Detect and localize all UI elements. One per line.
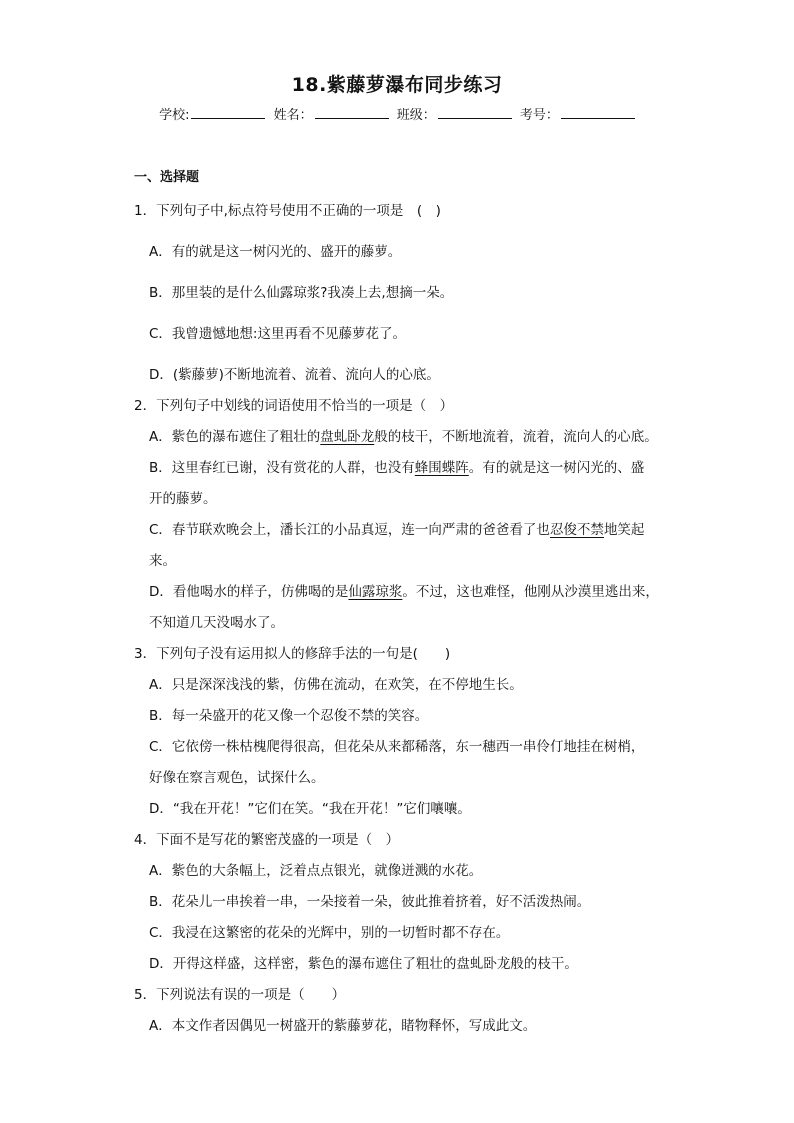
question-1 — [134, 196, 674, 391]
section-title: 一、选择题 — [134, 170, 200, 185]
exam-number-label: 考号： — [519, 108, 559, 123]
exam-number-field — [520, 104, 635, 123]
option-text: A．紫色的瀑布遮住了粗壮的 — [149, 429, 321, 445]
option-b: B．那里装的是什么仙露琼浆?我凑上去,想摘一朵。 — [149, 285, 454, 301]
question-stem: 1．下列句子中,标点符号使用不正确的一项是 ( ) — [134, 203, 441, 219]
question-4 — [134, 825, 674, 980]
question-options — [134, 422, 674, 639]
option-text: 。不过，这也难怪，他刚从沙漠里逃出来， — [402, 584, 659, 600]
option-text-continued: 开的藤萝。 — [149, 491, 217, 507]
question-5 — [134, 980, 674, 1042]
option-a — [134, 422, 674, 453]
name-field — [274, 104, 389, 123]
question-options — [134, 1011, 674, 1042]
question-options — [134, 237, 674, 391]
option-text: C．春节联欢晚会上，潘长江的小品真逗，连一向严肃的爸爸看了也 — [149, 522, 550, 538]
option-a: A．紫色的大条幅上，泛着点点银光，就像迸溅的水花。 — [149, 863, 483, 879]
option-c — [134, 732, 674, 794]
option-c: C．我曾遗憾地想:这里再看不见藤萝花了。 — [149, 326, 406, 342]
option-d: D．开得这样盛，这样密，紫色的瀑布遮住了粗壮的盘虬卧龙般的枝干。 — [149, 956, 578, 972]
option-a: A．本文作者因偶见一树盛开的紫藤萝花，睹物释怀，写成此文。 — [149, 1018, 537, 1034]
option-text: 。有的就是这一树闪光的、盛 — [468, 460, 645, 476]
option-text: 地笑起 — [603, 522, 645, 538]
underlined-phrase: 盘虬卧龙 — [320, 429, 375, 445]
name-blank[interactable] — [315, 106, 389, 119]
class-blank[interactable] — [438, 106, 512, 119]
question-options — [134, 856, 674, 980]
option-text: C．它依傍一株枯槐爬得很高，但花朵从来都稀落，东一穗西一串伶仃地挂在树梢， — [149, 739, 645, 755]
exam-number-blank[interactable] — [561, 106, 635, 119]
underlined-phrase: 仙露琼浆 — [348, 584, 403, 600]
option-d: D．“我在开花！”它们在笑。“我在开花！”它们嚷嚷。 — [149, 801, 471, 817]
question-stem: 5．下列说法有误的一项是（ ） — [134, 987, 346, 1003]
question-options — [134, 670, 674, 825]
school-blank[interactable] — [191, 106, 265, 119]
school-field — [159, 104, 265, 123]
option-b: B．花朵儿一串挨着一串，一朵接着一朵，彼此推着挤着，好不活泼热闹。 — [149, 894, 591, 910]
underlined-phrase: 蜂围蝶阵 — [414, 460, 469, 476]
option-b: B．每一朵盛开的花又像一个忍俊不禁的笑容。 — [149, 708, 429, 724]
option-a: A．只是深深浅浅的紫，仿佛在流动，在欢笑，在不停地生长。 — [149, 677, 523, 693]
question-stem: 4．下面不是写花的繁密茂盛的一项是（ ） — [134, 832, 400, 848]
page-title: 18.紫藤萝瀑布同步练习 — [291, 74, 503, 96]
question-2 — [134, 391, 674, 639]
question-stem: 2．下列句子中划线的词语使用不恰当的一项是（ ） — [134, 398, 454, 414]
class-label: 班级： — [396, 108, 436, 123]
option-text-continued: 不知道几天没喝水了。 — [149, 615, 284, 631]
option-d: D．(紫藤萝)不断地流着、流着、流向人的心底。 — [149, 367, 440, 383]
option-text: 般的枝干，不断地流着，流着，流向人的心底。 — [374, 429, 658, 445]
option-a: A．有的就是这一树闪光的、盛开的藤萝。 — [149, 244, 402, 260]
option-d — [134, 577, 674, 639]
questions — [134, 196, 674, 1042]
option-c — [134, 515, 674, 577]
option-b — [134, 453, 674, 515]
question-3 — [134, 639, 674, 825]
option-text-continued: 好像在察言观色，试探什么。 — [149, 770, 325, 786]
name-label: 姓名： — [273, 108, 313, 123]
underlined-phrase: 忍俊不禁 — [549, 522, 604, 538]
class-field — [397, 104, 512, 123]
option-text: D．看他喝水的样子，仿佛喝的是 — [149, 584, 349, 600]
question-stem: 3．下列句子没有运用拟人的修辞手法的一句是( ) — [134, 646, 451, 662]
option-text-continued: 来。 — [149, 553, 176, 569]
school-label: 学校: — [159, 108, 190, 123]
option-c: C．我浸在这繁密的花朵的光辉中，别的一切暂时都不存在。 — [149, 925, 510, 941]
option-text: B．这里春红已谢，没有赏花的人群，也没有 — [149, 460, 415, 476]
student-info-line — [0, 104, 794, 123]
